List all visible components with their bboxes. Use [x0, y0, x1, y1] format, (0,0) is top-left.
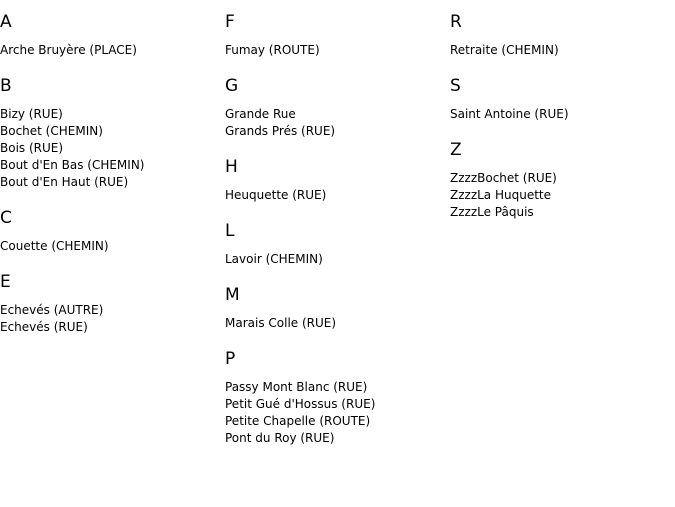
street-link[interactable]: Passy Mont Blanc (RUE) — [225, 380, 368, 394]
street-link[interactable]: Bois (RUE) — [0, 141, 64, 155]
letter-section — [0, 76, 225, 191]
street-link[interactable]: ZzzzBochet (RUE) — [450, 171, 557, 185]
letter-heading: L — [225, 221, 235, 241]
letter-heading: F — [225, 12, 235, 32]
street-index-column-3 — [450, 0, 675, 221]
street-list — [450, 170, 675, 221]
street-link[interactable]: ZzzzLa Huquette — [450, 188, 551, 202]
street-link[interactable]: Grands Prés (RUE) — [225, 124, 336, 138]
letter-heading: A — [0, 12, 12, 32]
letter-heading: R — [450, 12, 462, 32]
street-link[interactable]: Bout d'En Bas (CHEMIN) — [0, 158, 145, 172]
street-list — [225, 379, 450, 447]
letter-section — [225, 285, 450, 332]
street-link[interactable]: Lavoir (CHEMIN) — [225, 252, 323, 266]
street-list — [225, 187, 450, 204]
street-link[interactable]: Saint Antoine (RUE) — [450, 107, 569, 121]
street-link[interactable]: Bout d'En Haut (RUE) — [0, 175, 129, 189]
street-list — [225, 315, 450, 332]
letter-section — [225, 349, 450, 447]
street-link[interactable]: Bochet (CHEMIN) — [0, 124, 103, 138]
street-list — [450, 106, 675, 123]
street-index-column-2 — [225, 0, 450, 447]
street-list — [0, 106, 225, 191]
letter-section — [0, 272, 225, 336]
street-list — [0, 42, 225, 59]
street-list — [225, 42, 450, 59]
letter-heading: P — [225, 349, 236, 369]
letter-heading: H — [225, 157, 238, 177]
letter-section — [0, 208, 225, 255]
street-link[interactable]: Couette (CHEMIN) — [0, 239, 109, 253]
letter-heading: E — [0, 272, 11, 292]
letter-heading: G — [225, 76, 239, 96]
letter-section — [225, 157, 450, 204]
street-list — [225, 106, 450, 140]
street-link[interactable]: Petite Chapelle (ROUTE) — [225, 414, 371, 428]
street-link[interactable]: Echevés (AUTRE) — [0, 303, 104, 317]
street-link[interactable]: Heuquette (RUE) — [225, 188, 327, 202]
letter-section — [225, 76, 450, 140]
street-index-column-1 — [0, 0, 225, 336]
street-list — [0, 302, 225, 336]
letter-section — [225, 221, 450, 268]
street-link[interactable]: Bizy (RUE) — [0, 107, 63, 121]
letter-heading: Z — [450, 140, 462, 160]
letter-section — [450, 12, 675, 59]
street-list — [450, 42, 675, 59]
letter-heading: S — [450, 76, 461, 96]
street-link[interactable]: Marais Colle (RUE) — [225, 316, 337, 330]
street-link[interactable]: Retraite (CHEMIN) — [450, 43, 559, 57]
letter-heading: B — [0, 76, 12, 96]
street-list — [0, 238, 225, 255]
street-link[interactable]: Echevés (RUE) — [0, 320, 88, 334]
street-link[interactable]: ZzzzLe Pâquis — [450, 205, 534, 219]
street-link[interactable]: Grande Rue — [225, 107, 296, 121]
street-link[interactable]: Petit Gué d'Hossus (RUE) — [225, 397, 376, 411]
letter-heading: M — [225, 285, 240, 305]
street-link[interactable]: Pont du Roy (RUE) — [225, 431, 335, 445]
letter-section — [450, 76, 675, 123]
letter-heading: C — [0, 208, 12, 228]
letter-section — [450, 140, 675, 221]
letter-section — [0, 12, 225, 59]
street-list — [225, 251, 450, 268]
letter-section — [225, 12, 450, 59]
street-link[interactable]: Arche Bruyère (PLACE) — [0, 43, 137, 57]
street-link[interactable]: Fumay (ROUTE) — [225, 43, 320, 57]
